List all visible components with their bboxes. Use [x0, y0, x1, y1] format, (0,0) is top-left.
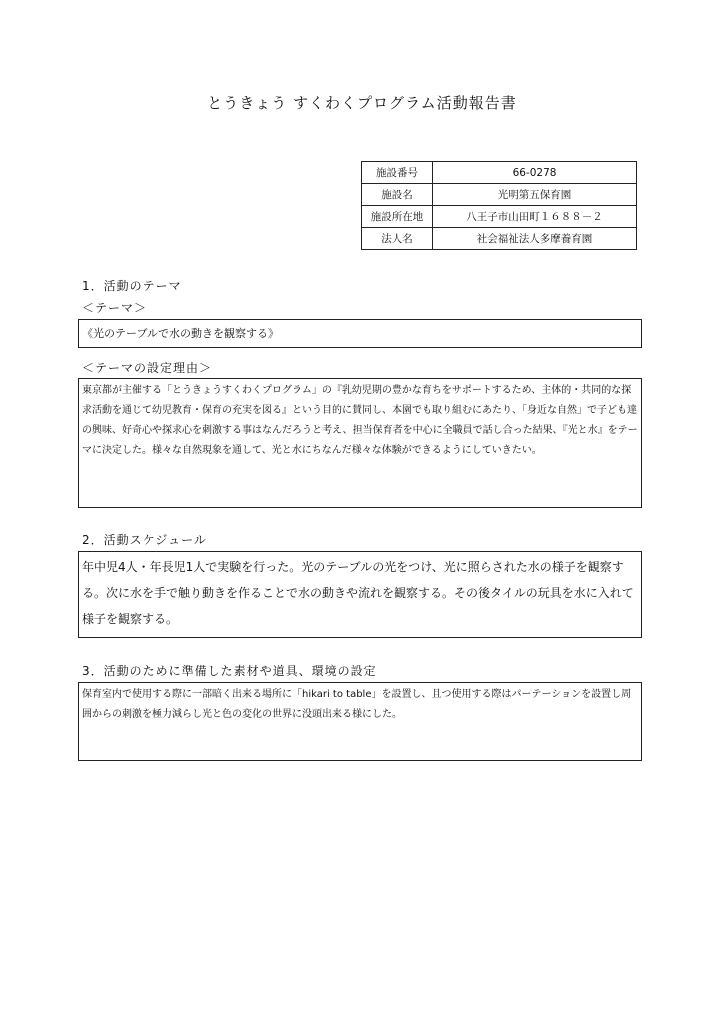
facility-info-table: [361, 161, 637, 250]
theme-label: ＜テーマ＞: [82, 301, 148, 315]
section1-heading: 1．活動のテーマ: [82, 279, 182, 293]
corporation-name-value: 社会福祉法人多摩養育園: [433, 228, 637, 250]
theme-reason-label: ＜テーマの設定理由＞: [82, 361, 213, 375]
section2-heading: 2．活動スケジュール: [82, 533, 207, 547]
section3-heading: 3．活動のために準備した素材や道具、環境の設定: [82, 664, 377, 678]
table-row: [362, 162, 637, 184]
theme-box: 《光のテーブルで水の動きを観察する》: [78, 319, 642, 348]
corporation-name-label: 法人名: [362, 228, 433, 250]
document-title: とうきょう すくわくプログラム活動報告書: [207, 94, 517, 112]
schedule-box: 年中児4人・年長児1人で実験を行った。光のテーブルの光をつけ、光に照らされた水の様子を観察する。次に水を手で触り動きを作ることで水の動きや流れを観察する。その後タイルの玩具を水に入れて様子を観察する。: [78, 551, 642, 638]
theme-reason-box: 東京都が主催する「とうきょうすくわくプログラム」の『乳幼児期の豊かな育ちをサポートするため、主体的・共同的な探求活動を通じて幼児教育・保育の充実を図る』という目的に賛同し、本園でも取り組むにあたり、「身近な自然」で子ども達の興味、好奇心や探求心を刺激する事はなんだろうと考え、担当保育者を中心に全職員で話し合った結果、『光と水』をテーマに決定した。様々な自然現象を通して、光と水にちなんだ様々な体験ができるようにしていきたい。: [78, 378, 642, 508]
table-row: [362, 184, 637, 206]
facility-name-label: 施設名: [362, 184, 433, 206]
table-row: [362, 206, 637, 228]
facility-number-label: 施設番号: [362, 162, 433, 184]
facility-number-value: 66-0278: [433, 162, 637, 184]
facility-address-value: 八王子市山田町１６８８－２: [433, 206, 637, 228]
facility-address-label: 施設所在地: [362, 206, 433, 228]
materials-box: 保育室内で使用する際に一部暗く出来る場所に「hikari to table」を設置し、且つ使用する際はパーテーションを設置し周囲からの刺激を極力減らし光と色の変化の世界に没頭出来る様にした。: [78, 682, 642, 761]
facility-name-value: 光明第五保育園: [433, 184, 637, 206]
table-row: [362, 228, 637, 250]
